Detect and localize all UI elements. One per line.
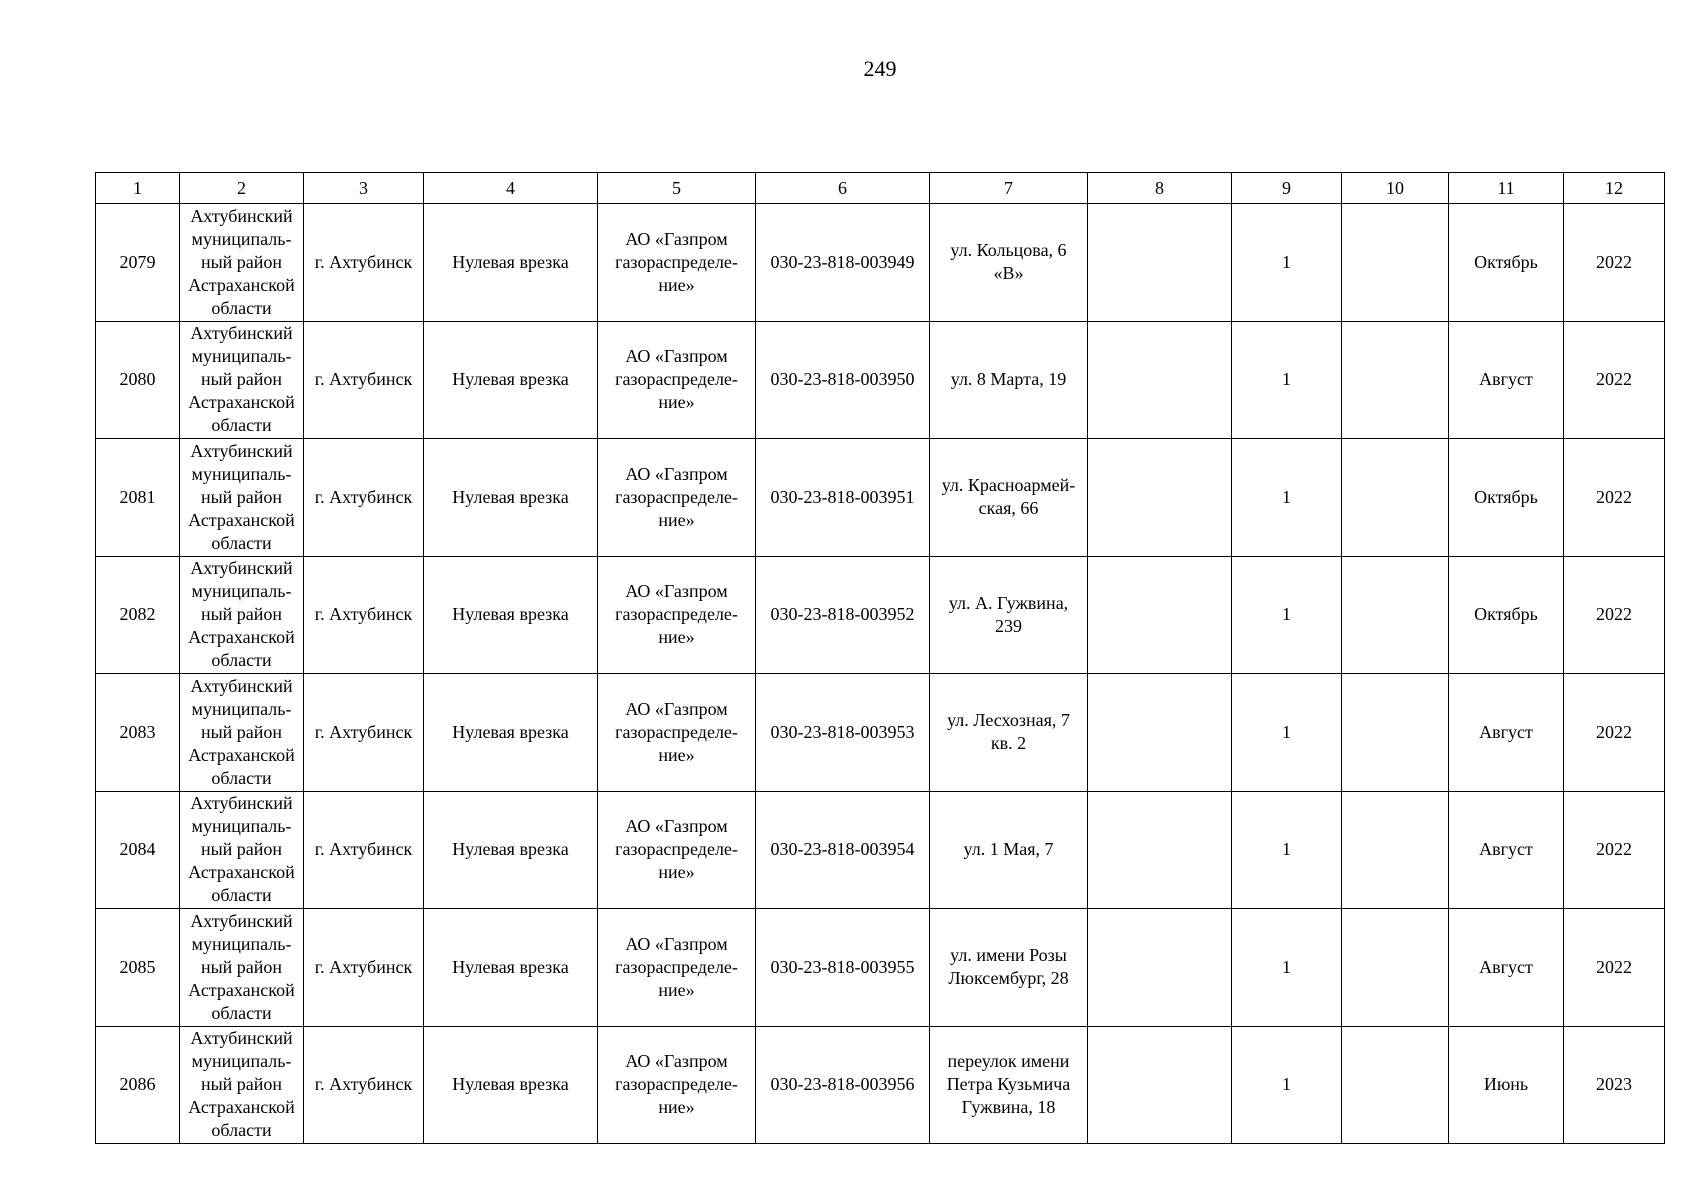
row-number-cell: 2083	[96, 674, 180, 792]
district-cell-line: области	[211, 415, 272, 436]
address-cell-line: Гужвина, 18	[961, 1097, 1056, 1118]
month-cell: Октябрь	[1449, 556, 1564, 674]
district-cell	[180, 321, 304, 439]
district-cell-line: ный район	[200, 486, 283, 507]
city-cell: г. Ахтубинск	[304, 439, 424, 557]
month-cell: Октябрь	[1449, 439, 1564, 557]
column-number: 11	[1449, 173, 1564, 204]
table-row	[96, 1026, 1665, 1144]
district-cell-line: Астраханской	[188, 274, 295, 295]
address-cell-line: ул. 1 Мая, 7	[963, 839, 1054, 860]
column-10-cell	[1342, 556, 1449, 674]
column-8-cell	[1088, 909, 1232, 1027]
district-cell	[180, 791, 304, 909]
address-cell	[930, 556, 1088, 674]
organization-cell-line: газораспределе-	[615, 369, 738, 390]
address-cell-line: ул. Кольцова, 6	[950, 240, 1067, 261]
district-cell-line: области	[211, 1002, 272, 1023]
district-cell-line: муниципаль-	[191, 228, 292, 249]
row-number-cell: 2082	[96, 556, 180, 674]
district-cell-line: Ахтубинский	[190, 440, 293, 461]
year-cell: 2022	[1564, 556, 1665, 674]
district-cell-line: Ахтубинский	[190, 910, 293, 931]
column-number: 10	[1342, 173, 1449, 204]
district-cell-line: Ахтубинский	[190, 1028, 293, 1049]
year-cell: 2022	[1564, 909, 1665, 1027]
address-cell	[930, 204, 1088, 322]
district-cell-line: Ахтубинский	[190, 205, 293, 226]
work-type-cell: Нулевая врезка	[424, 439, 598, 557]
column-number: 4	[424, 173, 598, 204]
city-cell: г. Ахтубинск	[304, 674, 424, 792]
address-cell-line: ул. Красноармей-	[941, 475, 1076, 496]
count-cell: 1	[1232, 909, 1342, 1027]
table-row	[96, 439, 1665, 557]
district-cell	[180, 556, 304, 674]
organization-cell-line: АО «Газпром	[625, 933, 728, 954]
district-cell-line: муниципаль-	[191, 346, 292, 367]
address-cell-line: 239	[995, 615, 1022, 636]
row-number-cell: 2086	[96, 1026, 180, 1144]
column-number: 12	[1564, 173, 1665, 204]
gas-connection-table	[95, 172, 1665, 1144]
district-cell-line: области	[211, 650, 272, 671]
organization-cell-line: газораспределе-	[615, 839, 738, 860]
district-cell-line: Астраханской	[188, 1097, 295, 1118]
district-cell-line: ный район	[200, 721, 283, 742]
district-cell-line: Ахтубинский	[190, 558, 293, 579]
column-8-cell	[1088, 204, 1232, 322]
address-cell-line: ул. 8 Марта, 19	[950, 369, 1067, 390]
column-10-cell	[1342, 204, 1449, 322]
row-number-cell: 2085	[96, 909, 180, 1027]
object-code-cell: 030-23-818-003951	[756, 439, 930, 557]
district-cell-line: области	[211, 532, 272, 553]
column-8-cell	[1088, 1026, 1232, 1144]
organization-cell-line: газораспределе-	[615, 604, 738, 625]
organization-cell-line: АО «Газпром	[625, 816, 728, 837]
organization-cell-line: ние»	[658, 862, 695, 883]
city-cell: г. Ахтубинск	[304, 791, 424, 909]
column-number: 7	[930, 173, 1088, 204]
city-cell: г. Ахтубинск	[304, 1026, 424, 1144]
count-cell: 1	[1232, 556, 1342, 674]
row-number-cell: 2084	[96, 791, 180, 909]
organization-cell	[598, 556, 756, 674]
organization-cell-line: АО «Газпром	[625, 698, 728, 719]
address-cell-line: ул. Лесхозная, 7	[947, 710, 1070, 731]
organization-cell-line: АО «Газпром	[625, 1051, 728, 1072]
column-number: 1	[96, 173, 180, 204]
organization-cell-line: газораспределе-	[615, 251, 738, 272]
city-cell: г. Ахтубинск	[304, 321, 424, 439]
address-cell	[930, 321, 1088, 439]
organization-cell	[598, 321, 756, 439]
address-cell	[930, 439, 1088, 557]
address-cell	[930, 909, 1088, 1027]
address-cell-line: кв. 2	[990, 733, 1027, 754]
organization-cell-line: ние»	[658, 1097, 695, 1118]
organization-cell-line: газораспределе-	[615, 486, 738, 507]
column-10-cell	[1342, 791, 1449, 909]
table-row	[96, 674, 1665, 792]
column-number: 5	[598, 173, 756, 204]
district-cell-line: муниципаль-	[191, 698, 292, 719]
district-cell	[180, 674, 304, 792]
object-code-cell: 030-23-818-003950	[756, 321, 930, 439]
month-cell: Август	[1449, 321, 1564, 439]
district-cell-line: ный район	[200, 369, 283, 390]
address-cell-line: Люксембург, 28	[948, 968, 1069, 989]
row-number-cell: 2081	[96, 439, 180, 557]
column-number: 6	[756, 173, 930, 204]
object-code-cell: 030-23-818-003952	[756, 556, 930, 674]
district-cell	[180, 909, 304, 1027]
district-cell-line: муниципаль-	[191, 933, 292, 954]
year-cell: 2022	[1564, 791, 1665, 909]
table-row	[96, 321, 1665, 439]
district-cell-line: области	[211, 767, 272, 788]
table-row	[96, 204, 1665, 322]
work-type-cell: Нулевая врезка	[424, 674, 598, 792]
table-row	[96, 909, 1665, 1027]
organization-cell-line: ние»	[658, 979, 695, 1000]
month-cell: Октябрь	[1449, 204, 1564, 322]
district-cell-line: области	[211, 297, 272, 318]
count-cell: 1	[1232, 1026, 1342, 1144]
work-type-cell: Нулевая врезка	[424, 556, 598, 674]
year-cell: 2022	[1564, 204, 1665, 322]
organization-cell-line: газораспределе-	[615, 1074, 738, 1095]
address-cell-line: переулок имени	[947, 1051, 1070, 1072]
column-number: 2	[180, 173, 304, 204]
address-cell	[930, 1026, 1088, 1144]
count-cell: 1	[1232, 204, 1342, 322]
district-cell-line: ный район	[200, 1074, 283, 1095]
district-cell-line: Ахтубинский	[190, 675, 293, 696]
object-code-cell: 030-23-818-003954	[756, 791, 930, 909]
district-cell-line: Ахтубинский	[190, 793, 293, 814]
table-row	[96, 791, 1665, 909]
column-10-cell	[1342, 909, 1449, 1027]
work-type-cell: Нулевая врезка	[424, 791, 598, 909]
district-cell-line: области	[211, 1120, 272, 1141]
table-body	[96, 204, 1665, 1144]
district-cell-line: Астраханской	[188, 627, 295, 648]
organization-cell-line: АО «Газпром	[625, 463, 728, 484]
district-cell-line: ный район	[200, 604, 283, 625]
month-cell: Июнь	[1449, 1026, 1564, 1144]
column-8-cell	[1088, 674, 1232, 792]
year-cell: 2022	[1564, 439, 1665, 557]
column-10-cell	[1342, 674, 1449, 792]
month-cell: Август	[1449, 909, 1564, 1027]
work-type-cell: Нулевая врезка	[424, 1026, 598, 1144]
address-cell-line: ул. А. Гужвина,	[948, 592, 1069, 613]
address-cell-line: «В»	[993, 263, 1024, 284]
address-cell-line: ская, 66	[978, 498, 1039, 519]
object-code-cell: 030-23-818-003949	[756, 204, 930, 322]
address-cell-line: Петра Кузьмича	[946, 1074, 1071, 1095]
month-cell: Август	[1449, 791, 1564, 909]
district-cell-line: муниципаль-	[191, 463, 292, 484]
organization-cell	[598, 204, 756, 322]
count-cell: 1	[1232, 674, 1342, 792]
object-code-cell: 030-23-818-003953	[756, 674, 930, 792]
column-8-cell	[1088, 556, 1232, 674]
year-cell: 2022	[1564, 674, 1665, 792]
organization-cell-line: ние»	[658, 274, 695, 295]
year-cell: 2022	[1564, 321, 1665, 439]
column-8-cell	[1088, 439, 1232, 557]
district-cell-line: Астраханской	[188, 392, 295, 413]
organization-cell	[598, 909, 756, 1027]
page-number: 249	[863, 56, 897, 81]
work-type-cell: Нулевая врезка	[424, 204, 598, 322]
work-type-cell: Нулевая врезка	[424, 321, 598, 439]
row-number-cell: 2080	[96, 321, 180, 439]
organization-cell	[598, 439, 756, 557]
district-cell-line: ный район	[200, 956, 283, 977]
organization-cell	[598, 1026, 756, 1144]
district-cell-line: Ахтубинский	[190, 323, 293, 344]
district-cell-line: Астраханской	[188, 509, 295, 530]
organization-cell-line: ние»	[658, 509, 695, 530]
city-cell: г. Ахтубинск	[304, 204, 424, 322]
district-cell-line: Астраханской	[188, 744, 295, 765]
district-cell-line: Астраханской	[188, 979, 295, 1000]
district-cell-line: ный район	[200, 839, 283, 860]
address-cell	[930, 791, 1088, 909]
table-row	[96, 556, 1665, 674]
row-number-cell: 2079	[96, 204, 180, 322]
district-cell	[180, 439, 304, 557]
organization-cell-line: АО «Газпром	[625, 228, 728, 249]
address-cell	[930, 674, 1088, 792]
district-cell-line: области	[211, 885, 272, 906]
city-cell: г. Ахтубинск	[304, 909, 424, 1027]
count-cell: 1	[1232, 791, 1342, 909]
district-cell-line: Астраханской	[188, 862, 295, 883]
column-number: 3	[304, 173, 424, 204]
city-cell: г. Ахтубинск	[304, 556, 424, 674]
column-8-cell	[1088, 321, 1232, 439]
organization-cell-line: АО «Газпром	[625, 346, 728, 367]
column-10-cell	[1342, 439, 1449, 557]
column-number-row	[96, 173, 1665, 204]
column-8-cell	[1088, 791, 1232, 909]
address-cell-line: ул. имени Розы	[950, 945, 1067, 966]
organization-cell-line: ние»	[658, 627, 695, 648]
organization-cell	[598, 791, 756, 909]
organization-cell-line: газораспределе-	[615, 956, 738, 977]
column-number: 8	[1088, 173, 1232, 204]
column-number: 9	[1232, 173, 1342, 204]
organization-cell-line: ние»	[658, 744, 695, 765]
object-code-cell: 030-23-818-003956	[756, 1026, 930, 1144]
organization-cell	[598, 674, 756, 792]
month-cell: Август	[1449, 674, 1564, 792]
district-cell-line: муниципаль-	[191, 816, 292, 837]
district-cell	[180, 204, 304, 322]
work-type-cell: Нулевая врезка	[424, 909, 598, 1027]
district-cell-line: ный район	[200, 251, 283, 272]
district-cell-line: муниципаль-	[191, 581, 292, 602]
year-cell: 2023	[1564, 1026, 1665, 1144]
object-code-cell: 030-23-818-003955	[756, 909, 930, 1027]
organization-cell-line: ние»	[658, 392, 695, 413]
count-cell: 1	[1232, 439, 1342, 557]
count-cell: 1	[1232, 321, 1342, 439]
district-cell-line: муниципаль-	[191, 1051, 292, 1072]
column-10-cell	[1342, 1026, 1449, 1144]
district-cell	[180, 1026, 304, 1144]
organization-cell-line: газораспределе-	[615, 721, 738, 742]
organization-cell-line: АО «Газпром	[625, 581, 728, 602]
column-10-cell	[1342, 321, 1449, 439]
